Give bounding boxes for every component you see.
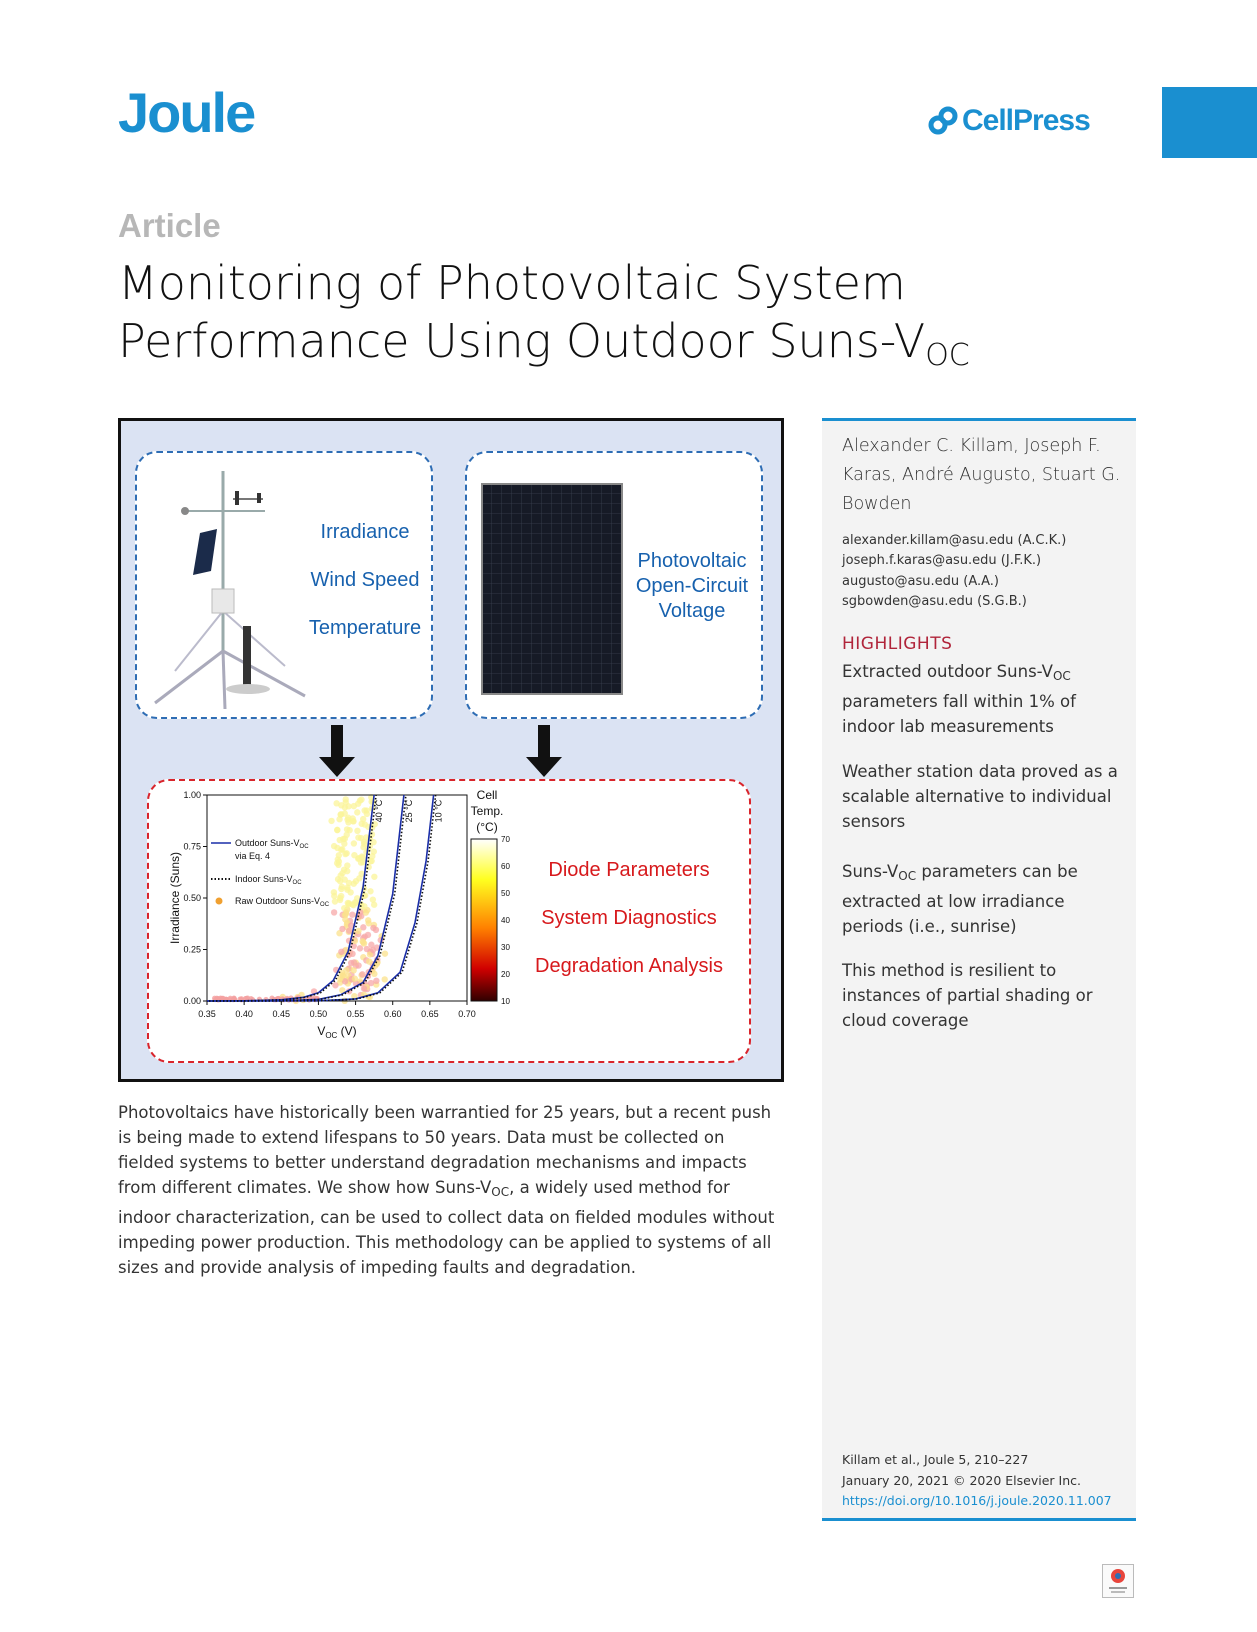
curve-label: 10 °C [433, 799, 444, 823]
label-wind-speed: Wind Speed [310, 569, 420, 591]
email-link[interactable]: joseph.f.karas@asu.edu (J.F.K.) [842, 553, 1042, 568]
raw-data-point [371, 902, 377, 908]
pv-label-line-1: Photovoltaic [637, 550, 747, 572]
highlight-item: This method is resilient to instances of partial shading or cloud coverage [842, 961, 1093, 1030]
x-tick-label: 0.55 [346, 1009, 365, 1019]
title-line-2-sub: OC [925, 338, 970, 373]
raw-data-point [344, 862, 350, 868]
colorbar-tick-label: 10 [501, 997, 510, 1006]
raw-data-point [334, 860, 340, 866]
corner-accent-block [1162, 87, 1257, 158]
highlights-heading: HIGHLIGHTS [842, 634, 953, 654]
pv-label-line-3: Voltage [658, 600, 726, 622]
raw-data-point [345, 815, 351, 821]
curve-label: 40 °C [374, 799, 385, 823]
label-temperature: Temperature [308, 617, 422, 639]
raw-data-point [361, 985, 367, 991]
label-diode-parameters: Diode Parameters [548, 859, 710, 881]
raw-data-point [331, 893, 337, 899]
x-tick-label: 0.50 [309, 1009, 328, 1019]
raw-data-point [351, 840, 357, 846]
raw-data-point [359, 853, 365, 859]
y-tick-label: 0.00 [183, 996, 201, 1006]
raw-data-point [345, 803, 351, 809]
raw-data-point [359, 938, 365, 944]
x-tick-label: 0.35 [198, 1009, 216, 1019]
publisher-logo: CellPress [962, 104, 1090, 137]
raw-data-point [338, 949, 344, 955]
colorbar-title: Temp. [470, 804, 504, 818]
raw-data-point [337, 878, 343, 884]
raw-data-point [354, 828, 360, 834]
raw-data-point [346, 827, 352, 833]
pv-label-line-2: Open-Circuit [635, 575, 749, 597]
x-tick-label: 0.70 [458, 1009, 476, 1019]
colorbar-tick-label: 20 [501, 970, 510, 979]
raw-data-point [328, 818, 334, 824]
y-tick-label: 0.75 [183, 841, 201, 852]
raw-data-point [337, 976, 343, 982]
raw-data-point [352, 975, 358, 981]
email-link[interactable]: augusto@asu.edu (A.A.) [842, 574, 999, 589]
author-list: Alexander C. Killam, Joseph F. Karas, André Augusto, Stuart G. Bowden [842, 436, 1121, 514]
highlight-item [842, 859, 1124, 939]
raw-data-point [368, 858, 374, 864]
highlight-text: Suns-V [842, 862, 899, 881]
raw-data-point [343, 796, 349, 802]
label-system-diagnostics: System Diagnostics [541, 907, 717, 929]
raw-data-point [334, 827, 340, 833]
raw-data-point [332, 982, 338, 988]
highlight-item: Weather station data proved as a scalable alternative to individual sensors [842, 762, 1118, 831]
email-link[interactable]: alexander.killam@asu.edu (A.C.K.) [842, 533, 1067, 548]
raw-data-point [231, 995, 236, 1000]
raw-data-point [349, 911, 355, 917]
raw-data-point [344, 886, 350, 892]
colorbar-title: Cell [476, 788, 498, 802]
raw-data-point [359, 971, 365, 977]
raw-data-point [352, 899, 358, 905]
title-line-2 [118, 312, 998, 385]
raw-data-point [355, 801, 361, 807]
raw-data-point [357, 945, 363, 951]
raw-data-point [373, 978, 379, 984]
label-degradation-analysis: Degradation Analysis [535, 955, 723, 977]
raw-data-point [342, 851, 348, 857]
raw-data-point [337, 895, 343, 901]
colorbar-tick-label: 50 [501, 889, 510, 898]
publication-date: January 20, 2021 © 2020 Elsevier Inc. [842, 1473, 1081, 1488]
curve-label: 25 °C [403, 799, 414, 823]
raw-data-point [370, 947, 376, 953]
email-link[interactable]: sgbowden@asu.edu (S.G.B.) [842, 594, 1027, 609]
raw-data-point [339, 926, 345, 932]
legend-label: Raw Outdoor Suns-$V_{OC}$ [235, 896, 330, 908]
raw-data-point [366, 958, 372, 964]
x-tick-label: 0.60 [383, 1009, 402, 1019]
highlight-text: parameters fall within 1% of indoor lab measurements [842, 692, 1076, 736]
raw-data-point [362, 821, 368, 827]
suns-voc-chart [149, 781, 509, 1061]
raw-data-point [360, 816, 366, 822]
y-tick-label: 1.00 [183, 790, 201, 800]
colorbar [471, 839, 497, 1001]
results-box [147, 779, 751, 1063]
raw-data-point [355, 928, 361, 934]
journal-logo: Joule [118, 81, 255, 144]
raw-data-point [363, 909, 369, 915]
weather-station-box [135, 451, 433, 719]
raw-data-point [367, 888, 373, 894]
raw-data-point [364, 811, 370, 817]
raw-data-point [382, 976, 388, 982]
colorbar-title: (°C) [476, 820, 498, 834]
raw-data-point [361, 903, 367, 909]
abstract-part: , a widely used method for indoor characterization, can be used to collect data on fielded modules without impeding power production. This methodology can be applied to systems of all sizes and provide analysis of impeding faults and degradation. [118, 1178, 775, 1277]
x-tick-label: 0.40 [235, 1009, 253, 1019]
raw-data-point [332, 898, 338, 904]
raw-data-point [382, 950, 388, 956]
raw-data-point [355, 834, 361, 840]
raw-data-point [351, 959, 357, 965]
legend-label-extra: via Eq. 4 [235, 851, 271, 861]
pv-module-box [465, 451, 763, 719]
title-line-2-main: Performance Using Outdoor Suns-V [118, 314, 926, 368]
legend-swatch [216, 898, 223, 905]
citation: Killam et al., Joule 5, 210–227 [842, 1452, 1029, 1467]
y-tick-label: 0.25 [183, 944, 201, 955]
raw-data-point [342, 912, 348, 918]
weather-station-icon [145, 471, 315, 711]
arrow-down-icon [524, 725, 564, 777]
raw-data-point [370, 925, 376, 931]
highlight-text: parameters can be extracted at low irradiance periods (i.e., sunrise) [842, 862, 1078, 936]
article-title [118, 254, 998, 385]
label-irradiance: Irradiance [320, 521, 410, 543]
raw-data-point [350, 967, 356, 973]
highlight-sub: OC [1052, 669, 1071, 683]
highlight-item [842, 659, 1124, 739]
raw-data-point [371, 874, 377, 880]
highlight-text: Extracted outdoor Suns-V [842, 662, 1053, 681]
raw-data-point [334, 845, 340, 851]
abstract-sub: OC [491, 1185, 510, 1199]
colorbar-tick-label: 70 [501, 835, 510, 844]
y-axis-label: Irradiance (Suns) [168, 851, 182, 945]
x-tick-label: 0.45 [272, 1009, 291, 1019]
x-axis-label: $V_{OC}$ (V) [317, 1024, 357, 1040]
raw-data-point [338, 802, 344, 808]
raw-data-point [338, 886, 344, 892]
raw-data-point [346, 880, 352, 886]
graphical-abstract [118, 418, 784, 1082]
title-line-1: Monitoring of Photovoltaic System [118, 256, 906, 310]
article-type: Article [118, 207, 221, 244]
colorbar-tick-label: 40 [501, 916, 510, 925]
solar-panel-icon [481, 483, 623, 695]
raw-data-point [354, 809, 360, 815]
raw-data-point [371, 848, 377, 854]
raw-data-point [338, 811, 344, 817]
colorbar-tick-label: 30 [501, 943, 510, 952]
doi-link[interactable]: https://doi.org/10.1016/j.joule.2020.11.007 [842, 1493, 1112, 1508]
raw-data-point [365, 917, 371, 923]
legend-label: Outdoor Suns-$V_{OC}$ [235, 838, 309, 850]
arrow-down-icon [317, 725, 357, 777]
y-tick-label: 0.50 [183, 893, 201, 903]
raw-data-point [331, 909, 337, 915]
label-pv-voc [627, 549, 757, 624]
colorbar-tick-label: 60 [501, 862, 510, 871]
cellpress-logo-icon [926, 104, 960, 138]
abstract-text [118, 1100, 784, 1280]
check-updates-badge-icon [1103, 1565, 1133, 1597]
highlight-sub: OC [898, 869, 917, 883]
x-tick-label: 0.65 [421, 1009, 439, 1019]
legend-label: Indoor Suns-$V_{OC}$ [235, 874, 302, 886]
abstract-part: Photovoltaics have historically been warrantied for 25 years, but a recent push is being made to extend lifespans to 50 years. Data must be collected on fielded systems to better understand degradation mechanisms and impacts from different climates. We show how Suns-V [118, 1103, 772, 1197]
raw-data-point [337, 872, 343, 878]
check-for-updates-icon[interactable] [1102, 1564, 1134, 1598]
